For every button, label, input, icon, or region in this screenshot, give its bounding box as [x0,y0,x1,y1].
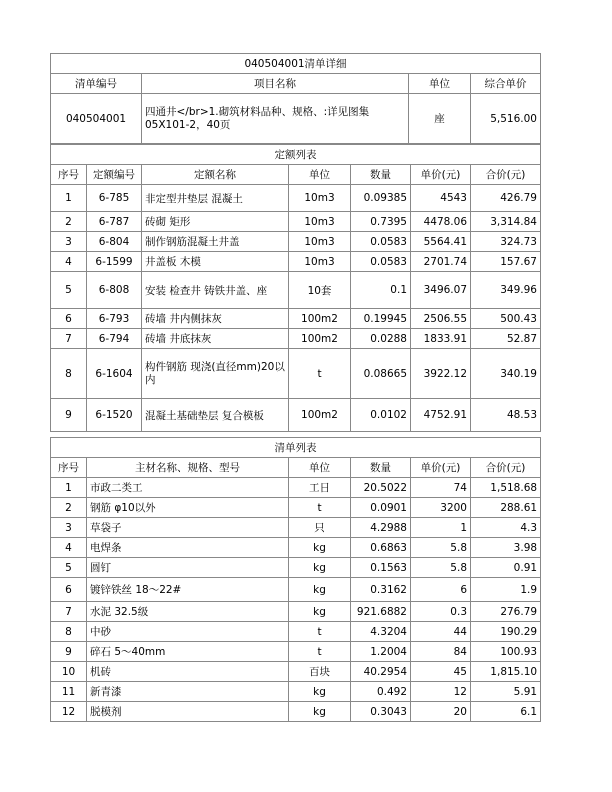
material-name: 机砖 [87,662,289,682]
material-name: 水泥 32.5级 [87,602,289,622]
table-row [51,349,541,399]
material-unit: kg [289,682,351,702]
row-number: 11 [51,682,87,702]
quota-unit: 100m2 [289,399,351,432]
quota-unit: 10m3 [289,232,351,252]
quota-price: 5564.41 [411,232,471,252]
quota-name: 砖砌 矩形 [142,212,289,232]
material-total: 6.1 [471,702,541,722]
material-price: 1 [411,518,471,538]
material-qty: 0.492 [351,682,411,702]
row-number: 7 [51,329,87,349]
material-total: 288.61 [471,498,541,518]
material-name: 圆钉 [87,558,289,578]
column-header: 单价(元) [411,458,471,478]
material-unit: kg [289,558,351,578]
quota-total: 157.67 [471,252,541,272]
bill-summary-table [50,53,541,144]
quota-total: 52.87 [471,329,541,349]
material-unit: t [289,642,351,662]
quota-code: 6-1604 [87,349,142,399]
material-price: 6 [411,578,471,602]
quota-qty: 0.08665 [351,349,411,399]
row-number: 10 [51,662,87,682]
material-unit: kg [289,538,351,558]
quota-name: 井盖板 木模 [142,252,289,272]
quota-price: 4478.06 [411,212,471,232]
quota-unit: 10套 [289,272,351,309]
quota-unit: 100m2 [289,329,351,349]
material-unit: kg [289,602,351,622]
material-name: 新青漆 [87,682,289,702]
table-row [51,309,541,329]
column-header: 综合单价 [471,74,541,94]
material-total: 3.98 [471,538,541,558]
quota-price: 2506.55 [411,309,471,329]
quota-name: 制作钢筋混凝土井盖 [142,232,289,252]
row-number: 1 [51,185,87,212]
material-qty: 0.3043 [351,702,411,722]
quota-qty: 0.09385 [351,185,411,212]
table-row [51,682,541,702]
table-row [51,662,541,682]
material-unit: t [289,622,351,642]
materials-section-title: 清单列表 [51,438,541,458]
row-number: 2 [51,498,87,518]
row-number: 7 [51,602,87,622]
material-unit: 只 [289,518,351,538]
quota-code: 6-793 [87,309,142,329]
table-row [51,578,541,602]
quota-price: 4543 [411,185,471,212]
material-unit: kg [289,702,351,722]
column-header: 序号 [51,165,87,185]
row-number: 8 [51,349,87,399]
row-number: 3 [51,518,87,538]
material-qty: 4.3204 [351,622,411,642]
quota-qty: 0.1 [351,272,411,309]
quota-name: 构件钢筋 现浇(直径mm)20以内 [142,349,289,399]
material-qty: 0.0901 [351,498,411,518]
table-row [51,185,541,212]
quota-unit: 10m3 [289,212,351,232]
table-row [51,212,541,232]
material-price: 5.8 [411,538,471,558]
materials-table [50,437,541,722]
material-qty: 0.3162 [351,578,411,602]
column-header: 单位 [409,74,471,94]
row-number: 6 [51,309,87,329]
quota-code: 6-808 [87,272,142,309]
table-row [51,329,541,349]
material-qty: 0.6863 [351,538,411,558]
quota-qty: 0.7395 [351,212,411,232]
material-price: 45 [411,662,471,682]
material-qty: 0.1563 [351,558,411,578]
table-row [51,642,541,662]
material-qty: 20.5022 [351,478,411,498]
quota-unit: 100m2 [289,309,351,329]
quota-name: 砖墙 井底抹灰 [142,329,289,349]
quota-code: 6-785 [87,185,142,212]
table-row [51,399,541,432]
quota-code: 6-1520 [87,399,142,432]
material-price: 5.8 [411,558,471,578]
table-row [51,622,541,642]
quota-unit: t [289,349,351,399]
material-qty: 1.2004 [351,642,411,662]
material-total: 4.3 [471,518,541,538]
quota-qty: 0.0583 [351,232,411,252]
material-total: 276.79 [471,602,541,622]
material-unit: 工日 [289,478,351,498]
material-qty: 921.6882 [351,602,411,622]
quota-unit: 10m3 [289,185,351,212]
material-total: 190.29 [471,622,541,642]
quota-qty: 0.0583 [351,252,411,272]
column-header: 定额名称 [142,165,289,185]
material-qty: 40.2954 [351,662,411,682]
bill-code: 040504001 [51,94,142,144]
material-name: 电焊条 [87,538,289,558]
quota-qty: 0.0102 [351,399,411,432]
row-number: 4 [51,538,87,558]
row-number: 1 [51,478,87,498]
row-number: 9 [51,399,87,432]
table-row [51,702,541,722]
row-number: 5 [51,558,87,578]
quota-total: 349.96 [471,272,541,309]
column-header: 单位 [289,458,351,478]
quota-name: 混凝土基础垫层 复合模板 [142,399,289,432]
table-row [51,602,541,622]
material-name: 钢筋 φ10以外 [87,498,289,518]
row-number: 8 [51,622,87,642]
row-number: 5 [51,272,87,309]
quota-total: 3,314.84 [471,212,541,232]
quota-total: 340.19 [471,349,541,399]
material-total: 1,815.10 [471,662,541,682]
material-price: 84 [411,642,471,662]
material-price: 74 [411,478,471,498]
table-row [51,232,541,252]
column-header: 主材名称、规格、型号 [87,458,289,478]
column-header: 合价(元) [471,458,541,478]
row-number: 4 [51,252,87,272]
material-unit: 百块 [289,662,351,682]
row-number: 9 [51,642,87,662]
page-title: 040504001清单详细 [51,54,541,74]
quota-price: 4752.91 [411,399,471,432]
column-header: 单价(元) [411,165,471,185]
material-price: 0.3 [411,602,471,622]
quota-price: 2701.74 [411,252,471,272]
table-row [51,498,541,518]
table-row [51,538,541,558]
material-unit: kg [289,578,351,602]
table-row [51,518,541,538]
column-header: 数量 [351,458,411,478]
quota-code: 6-794 [87,329,142,349]
quota-total: 48.53 [471,399,541,432]
quota-unit: 10m3 [289,252,351,272]
quota-total: 426.79 [471,185,541,212]
bill-unit: 座 [409,94,471,144]
quota-name: 砖墙 井内侧抹灰 [142,309,289,329]
quota-code: 6-804 [87,232,142,252]
material-unit: t [289,498,351,518]
quota-qty: 0.0288 [351,329,411,349]
material-total: 1.9 [471,578,541,602]
material-name: 市政二类工 [87,478,289,498]
row-number: 6 [51,578,87,602]
table-row [51,558,541,578]
quota-name: 安装 检查井 铸铁井盖、座 [142,272,289,309]
column-header: 合价(元) [471,165,541,185]
material-price: 44 [411,622,471,642]
material-price: 20 [411,702,471,722]
column-header: 定额编号 [87,165,142,185]
project-name: 四通井</br>1.砌筑材料品种、规格、:详见图集05X101-2，40页 [142,94,409,144]
quota-total: 500.43 [471,309,541,329]
table-row [51,272,541,309]
quota-name: 非定型井垫层 混凝土 [142,185,289,212]
material-price: 3200 [411,498,471,518]
material-price: 12 [411,682,471,702]
table-row [51,478,541,498]
material-name: 镀锌铁丝 18～22# [87,578,289,602]
column-header: 数量 [351,165,411,185]
bill-unit-price: 5,516.00 [471,94,541,144]
material-total: 0.91 [471,558,541,578]
column-header: 单位 [289,165,351,185]
row-number: 3 [51,232,87,252]
row-number: 2 [51,212,87,232]
quota-code: 6-1599 [87,252,142,272]
quota-price: 3496.07 [411,272,471,309]
material-qty: 4.2988 [351,518,411,538]
quota-total: 324.73 [471,232,541,252]
material-name: 碎石 5～40mm [87,642,289,662]
quota-price: 1833.91 [411,329,471,349]
quota-price: 3922.12 [411,349,471,399]
row-number: 12 [51,702,87,722]
quota-qty: 0.19945 [351,309,411,329]
material-name: 草袋子 [87,518,289,538]
material-name: 中砂 [87,622,289,642]
quota-code: 6-787 [87,212,142,232]
quota-table [50,144,541,432]
column-header: 序号 [51,458,87,478]
material-total: 1,518.68 [471,478,541,498]
quota-section-title: 定额列表 [51,145,541,165]
material-total: 5.91 [471,682,541,702]
column-header: 项目名称 [142,74,409,94]
material-total: 100.93 [471,642,541,662]
table-row [51,252,541,272]
column-header: 清单编号 [51,74,142,94]
material-name: 脱模剂 [87,702,289,722]
